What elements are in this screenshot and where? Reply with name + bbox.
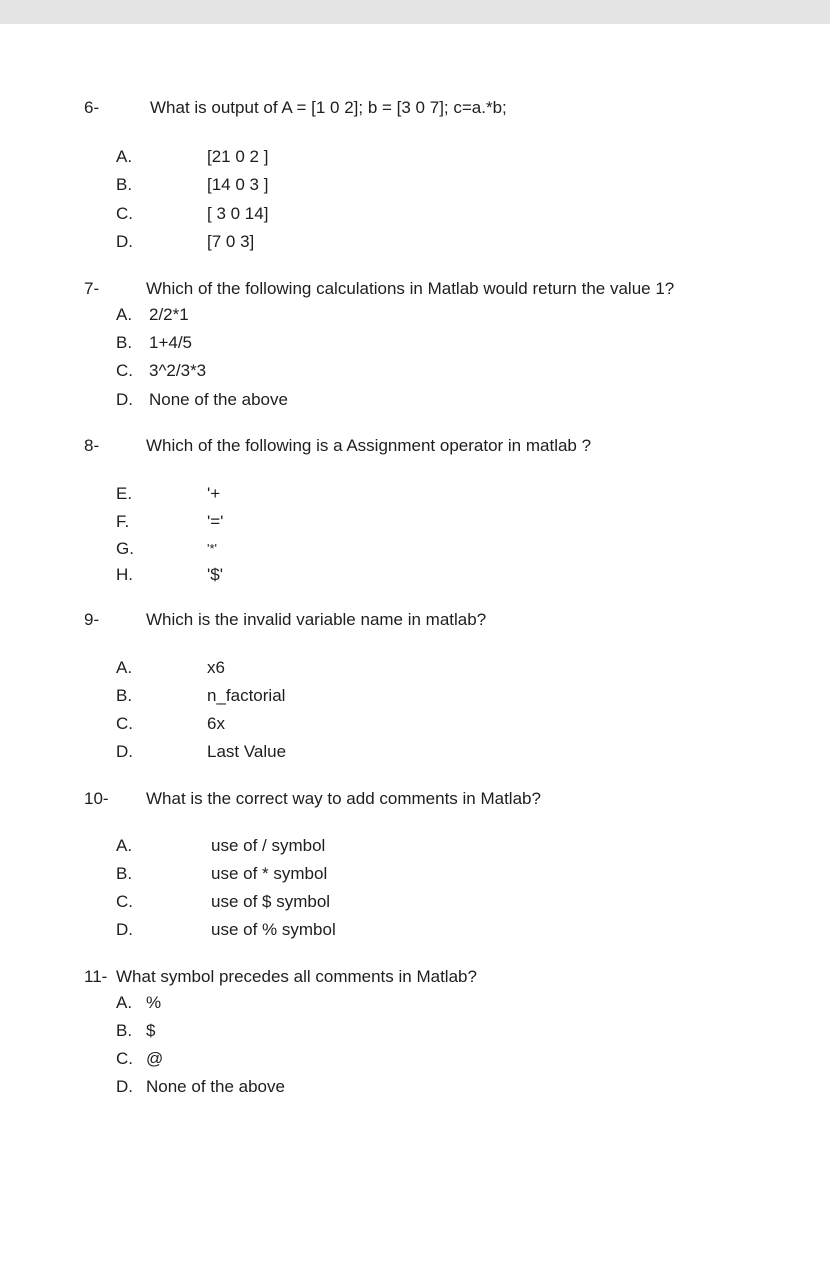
option-letter: D. [116,920,133,939]
question-number: 7- [84,279,100,298]
option-text: 1+4/5 [149,333,193,352]
option-text: n_factorial [207,686,286,705]
option-letter: B. [116,1021,133,1040]
option-letter: D. [116,1077,133,1096]
option-letter: B. [116,175,133,194]
option-text: 2/2*1 [149,305,189,324]
option-letter: C. [116,361,133,380]
option-text: '$' [207,565,223,584]
option-text: use of % symbol [211,920,336,939]
question-text: Which is the invalid variable name in matlab? [146,610,487,629]
option-text: % [146,993,162,1012]
top-bar [0,0,830,24]
option-text: use of * symbol [211,864,328,883]
option-letter: B. [116,333,133,352]
option-text: $ [146,1021,156,1040]
option-text: use of $ symbol [211,892,331,911]
option-letter: A. [116,305,133,324]
option-text: [21 0 2 ] [207,147,269,166]
option-letter: D. [116,742,133,761]
option-text: 3^2/3*3 [149,361,207,380]
option-text: '=' [207,512,224,531]
option-text: None of the above [149,390,288,409]
option-letter: B. [116,864,133,883]
question-text: What is output of A = [1 0 2]; b = [3 0 7]; c=a.*b; [150,98,507,117]
option-text: '*' [207,541,218,556]
question-number: 6- [84,98,100,117]
option-text: '+ [207,484,221,503]
option-letter: G. [116,539,134,558]
option-text: 6x [207,714,225,733]
question-number: 8- [84,436,100,455]
document-page [0,24,830,1280]
option-letter: C. [116,204,133,223]
question-text: What symbol precedes all comments in Matlab? [116,967,477,986]
option-letter: C. [116,892,133,911]
option-text: [ 3 0 14] [207,204,269,223]
question-text: Which of the following calculations in Matlab would return the value 1? [146,279,675,298]
question-number: 10- [84,789,109,808]
option-letter: A. [116,658,133,677]
option-text: @ [146,1049,164,1068]
option-letter: C. [116,1049,133,1068]
option-letter: F. [116,512,130,531]
option-text: [14 0 3 ] [207,175,269,194]
option-text: None of the above [146,1077,285,1096]
option-letter: B. [116,686,133,705]
option-letter: E. [116,484,133,503]
option-letter: A. [116,993,133,1012]
option-letter: A. [116,836,133,855]
option-text: Last Value [207,742,287,761]
option-letter: D. [116,390,133,409]
option-text: [7 0 3] [207,232,255,251]
option-text: x6 [207,658,225,677]
option-text: use of / symbol [211,836,326,855]
question-number: 11- [84,967,108,986]
question-number: 9- [84,610,100,629]
question-text: Which of the following is a Assignment operator in matlab ? [146,436,592,455]
option-letter: D. [116,232,133,251]
option-letter: A. [116,147,133,166]
question-text: What is the correct way to add comments in Matlab? [146,789,541,808]
option-letter: C. [116,714,133,733]
option-letter: H. [116,565,133,584]
